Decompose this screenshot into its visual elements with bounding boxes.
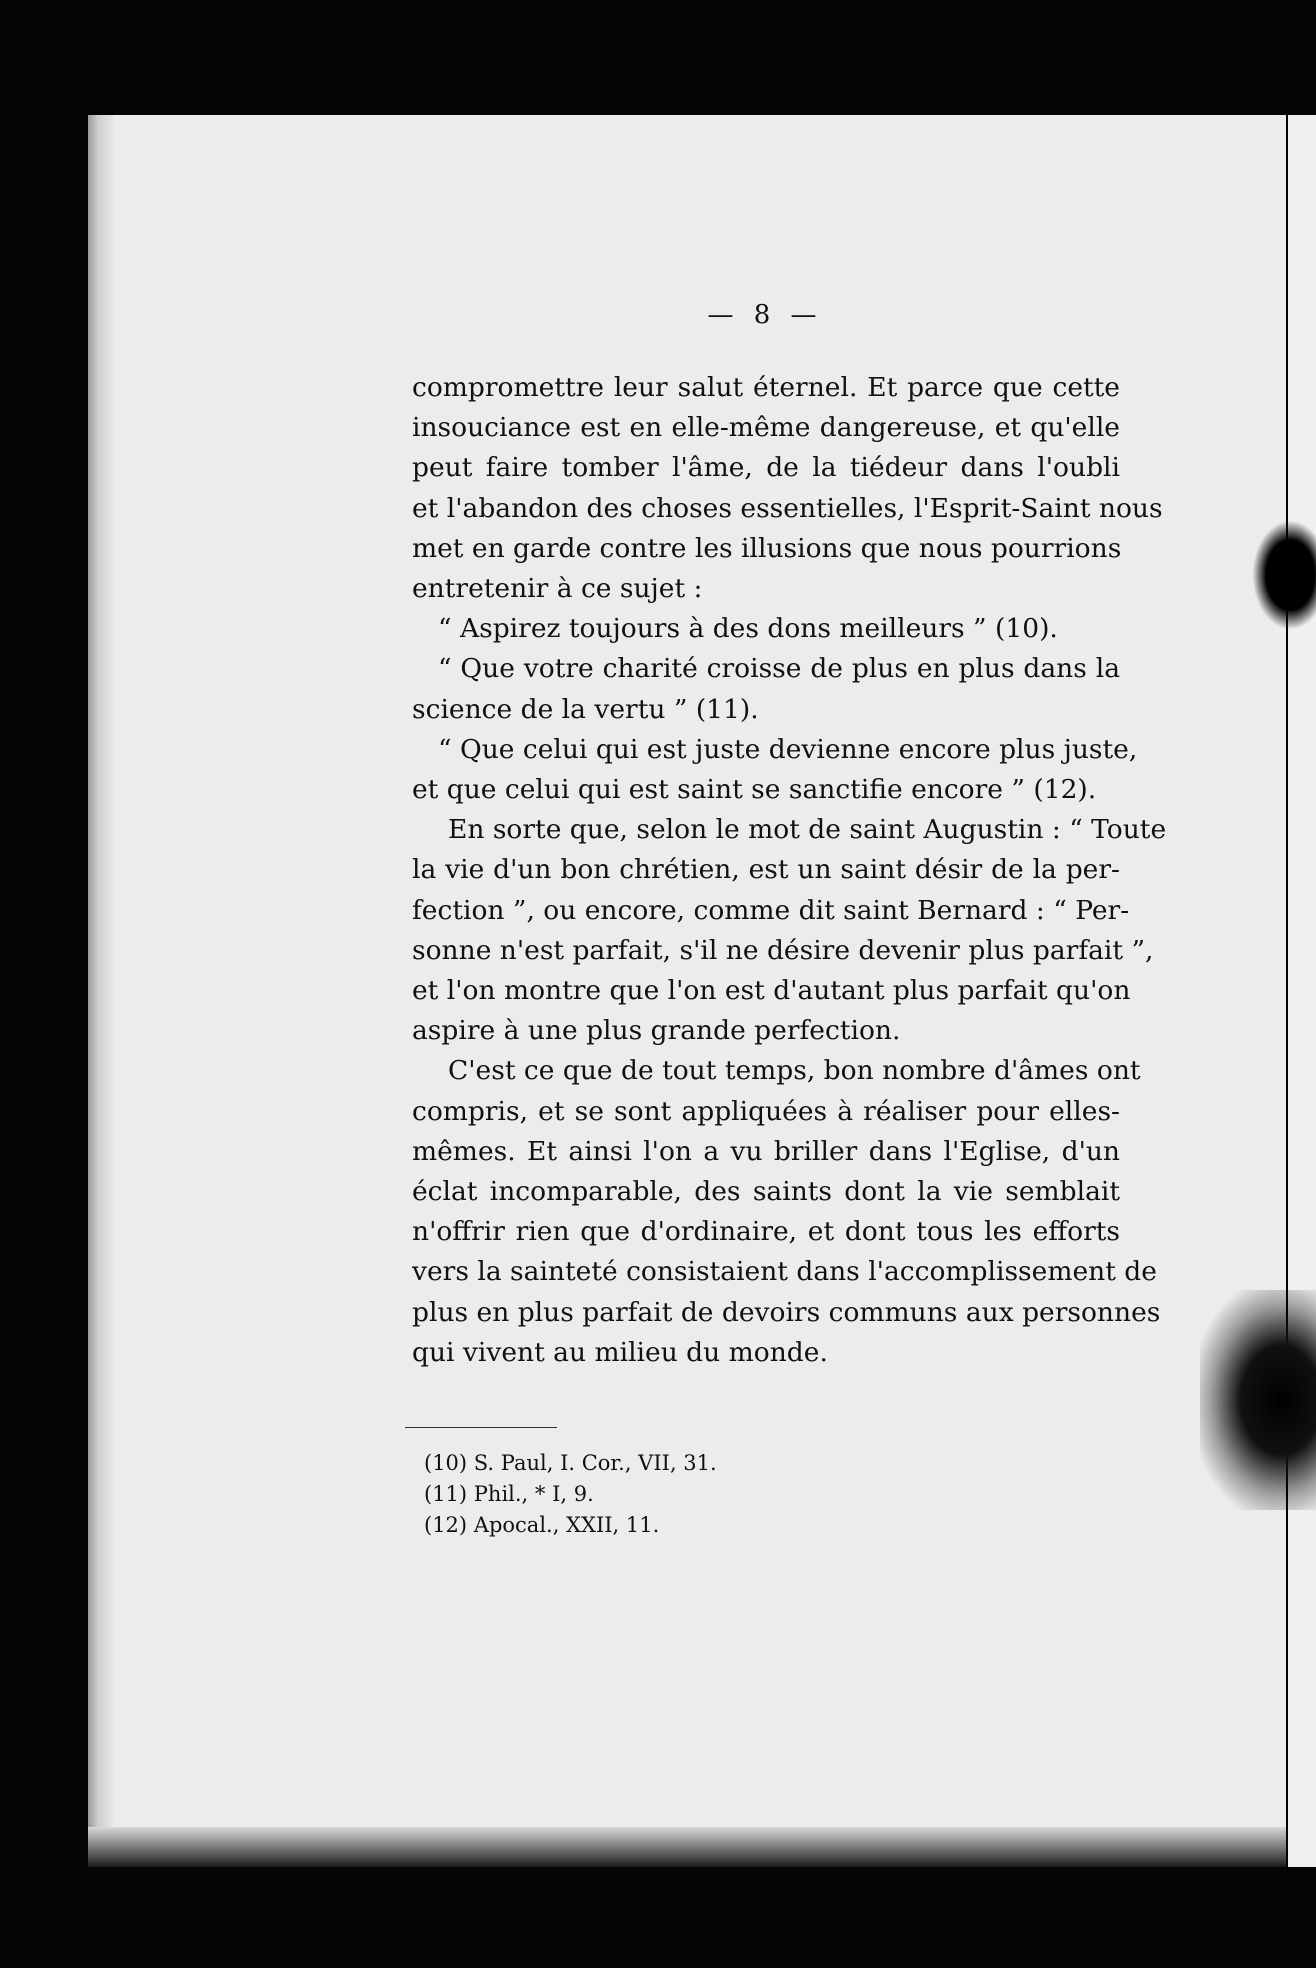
footnote: (12) Apocal., XXII, 11. (424, 1513, 660, 1537)
text-line: aspire à une plus grande perfection. (412, 1015, 901, 1047)
text-line: sonne n'est parfait, s'il ne désire devenir plus parfait ”, (412, 934, 1154, 966)
footnote: (11) Phil., * I, 9. (424, 1482, 594, 1506)
text-line: et l'on montre que l'on est d'autant plus parfait qu'on (412, 975, 1131, 1007)
text-line: vers la sainteté consistaient dans l'accomplissement de (412, 1256, 1157, 1288)
text-line: plus en plus parfait de devoirs communs aux personnes (412, 1296, 1161, 1328)
body-text (412, 368, 1167, 1373)
text-line: la vie d'un bon chrétien, est un saint désir de la per- (412, 854, 1120, 886)
text-line: et l'abandon des choses essentielles, l'Esprit-Saint nous (412, 492, 1163, 524)
text-line: compromettre leur salut éternel. Et parce que cette (412, 372, 1120, 403)
text-line: peut faire tomber l'âme, de la tiédeur dans l'oubli (412, 452, 1120, 484)
text-line: compris, et se sont appliquées à réaliser pour elles- (412, 1095, 1120, 1127)
text-line: C'est ce que de tout temps, bon nombre d'âmes ont (448, 1055, 1141, 1087)
ink-blot (1200, 1290, 1316, 1510)
text-line: n'offrir rien que d'ordinaire, et dont tous les efforts (412, 1216, 1120, 1248)
page-bottom-edge (88, 1827, 1286, 1867)
footnote-rule (405, 1427, 557, 1428)
footnote: (10) S. Paul, I. Cor., VII, 31. (424, 1451, 717, 1475)
quote-line: “ Aspirez toujours à des dons meilleurs ” (10). (438, 613, 1058, 645)
ink-blot (1252, 520, 1316, 630)
page-number: — 8 — (707, 300, 823, 330)
text-line: science de la vertu ” (11). (412, 693, 759, 725)
quote-line: “ Que votre charité croisse de plus en plus dans la (438, 653, 1120, 685)
text-line: met en garde contre les illusions que nous pourrions (412, 532, 1122, 564)
quote-line: “ Que celui qui est juste devienne encore plus juste, (438, 733, 1138, 765)
page-left-edge (88, 115, 114, 1867)
text-line: et que celui qui est saint se sanctifie encore ” (12). (412, 774, 1097, 806)
footnotes (424, 1448, 824, 1541)
text-line: insouciance est en elle-même dangereuse, et qu'elle (412, 412, 1120, 444)
text-line: qui vivent au milieu du monde. (412, 1336, 828, 1368)
text-line: entretenir à ce sujet : (412, 573, 703, 605)
adjacent-page-edge (1288, 115, 1316, 1867)
text-line: fection ”, ou encore, comme dit saint Bernard : “ Per- (412, 894, 1130, 926)
text-line: En sorte que, selon le mot de saint Augustin : “ Toute (448, 814, 1167, 846)
text-line: éclat incomparable, des saints dont la vie semblait (412, 1176, 1120, 1208)
text-line: mêmes. Et ainsi l'on a vu briller dans l'Eglise, d'un (412, 1135, 1120, 1167)
